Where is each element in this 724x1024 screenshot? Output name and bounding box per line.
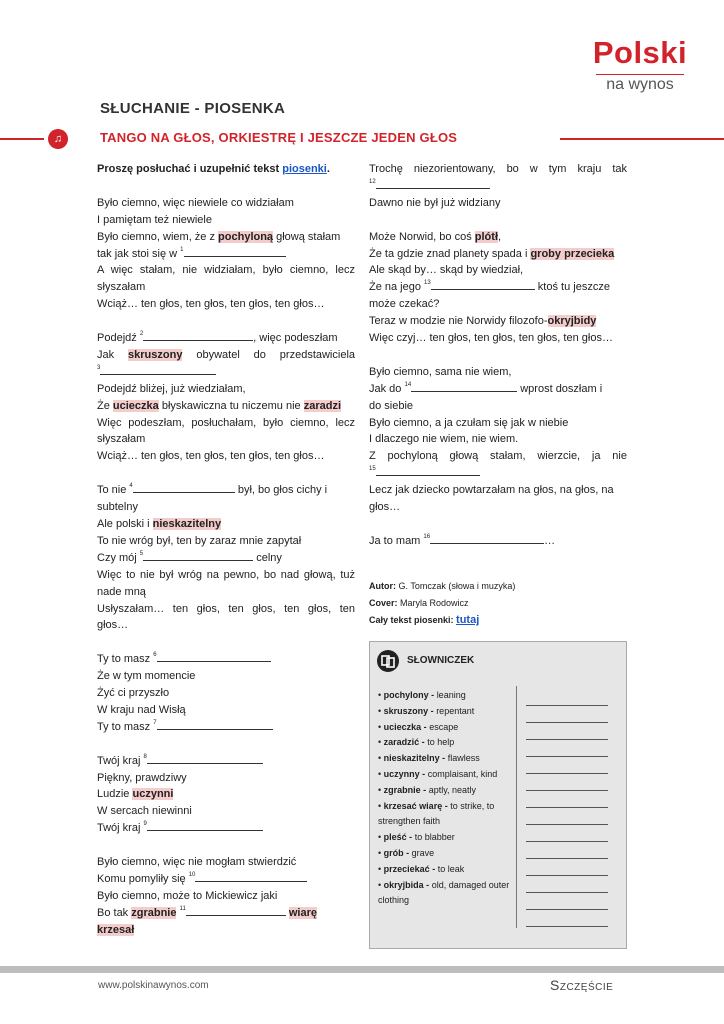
lyric-line: nade mną [97,585,146,598]
glossary-item: • ucieczka - escape [378,721,459,732]
lyric-line: Wciąż… ten głos, ten głos, ten głos, ten głos… [97,450,325,463]
audio-icon: ♫ [48,129,68,149]
glossary-item: • przeciekać - to leak [378,863,465,874]
translation-blank[interactable] [526,825,608,842]
translation-blank[interactable] [526,893,608,910]
lyric-line: A więc stałam, nie widziałam, było ciemno, lecz [97,264,355,277]
lyric-line: Podejdź $^2$ , więc podeszłam [97,331,338,345]
translation-blank[interactable] [526,842,608,859]
fill-blank-1[interactable] [184,246,286,257]
glossary-item: • okryjbida - old, damaged outer clothing [378,879,510,906]
fill-blank-8[interactable] [147,753,263,764]
lyric-line: To nie $^4$ był, bo głos cichy i [97,483,328,497]
glossary-item: • uczynny - complaisant, kind [378,768,498,779]
fill-blank-6[interactable] [157,651,271,662]
glossary-item: • pochylony - leaning [378,690,466,700]
lyric-line: Więc podeszłam, posłuchałam, było ciemno, lecz [97,416,355,429]
translation-blank[interactable] [526,723,608,740]
logo-subtitle: na wynos [606,76,674,93]
glossary-list [378,688,514,909]
lyric-line: 12 [369,178,627,195]
fill-blank-12[interactable] [376,178,490,189]
translation-blank[interactable] [526,774,608,791]
vocab-highlight: nieskazitelny [152,517,222,530]
lyric-line: W sercach niewinni [97,805,192,818]
glossary-title: SŁOWNICZEK [407,655,475,666]
translation-blank[interactable] [526,876,608,893]
translation-blank[interactable] [526,859,608,876]
full-text-line: Cały tekst piosenki: tutaj [369,614,480,626]
vocab-highlight: okryjbidy [547,315,597,328]
fill-blank-14[interactable] [411,381,517,392]
glossary-item: • zaradzić - to help [378,737,455,748]
lyric-line: tak jak stoi się w $^1$ [97,246,355,263]
full-text-link[interactable]: tutaj [456,614,480,626]
lyric-line: To nie wróg był, ten by zaraz mnie zapytał [97,534,302,547]
vocab-highlight: krzesał [97,923,135,936]
translation-blank[interactable] [526,757,608,774]
lyric-line: słyszałam [97,433,146,446]
lyric-line: Komu pomyliły się $^{10}$ [97,871,355,888]
lyric-line: Że ucieczka błyskawiczna tu niczemu nie zaradzi [97,399,341,412]
lyric-line: może czekać? [369,298,440,311]
lyric-line: do siebie [369,399,414,412]
lyric-line: 15 [369,465,627,482]
glossary-box [369,641,627,949]
fill-blank-3[interactable] [100,364,216,375]
lyric-line: Podejdź bliżej, już wiedziałam, [97,382,246,395]
lyric-line: Czy mój $^5$ celny [97,550,282,564]
lyric-line: Ja to mam $^{16}$ … [369,533,556,547]
translation-blank[interactable] [526,791,608,808]
vocab-highlight: wiarę [288,906,317,919]
lyric-line: Ludzie uczynni [97,788,174,801]
lyric-line: Teraz w modzie nie Norwidy filozofo-okryjbidy [369,315,597,328]
lyric-line: Było ciemno, a ja czułam się jak w niebie [369,416,569,429]
lyric-line: Trochę niezorientowany, bo w tym kraju tak [369,163,627,175]
translation-blanks [526,689,608,927]
fill-blank-7[interactable] [157,719,273,730]
translation-blank[interactable] [526,808,608,825]
translation-blank[interactable] [526,706,608,723]
fill-blank-2[interactable] [143,330,253,341]
lyric-line: głos… [369,501,401,514]
section-rule-left [0,138,44,140]
lyric-line: Że na jego $^{13}$ ktoś tu jeszcze [369,280,610,294]
vocab-highlight: ucieczka [112,399,159,412]
author-line: Autor: G. Tomczak (słowa i muzyka) [369,581,516,591]
fill-blank-4[interactable] [133,482,235,493]
translation-blank[interactable] [526,910,608,927]
lyric-line: Piękny, prawdziwy [97,771,187,784]
vocab-highlight: zgrabnie [131,906,177,919]
vocab-highlight: plótł [474,230,498,243]
song-link[interactable]: piosenki [282,163,327,175]
glossary-item: • pleść - to blabber [378,832,455,843]
lyric-line: Bo tak zgrabnie $^{11}$ wiarę [97,905,317,919]
lyric-line: Było ciemno, więc niewiele co widziałam [97,196,294,209]
translation-blank[interactable] [526,689,608,706]
lyrics-right-column [369,161,627,550]
lyric-line: Dawno nie był już widziany [369,196,501,209]
logo-main-text: Polski [592,35,688,70]
lyric-line: Usłyszałam… ten głos, ten głos, ten głos, ten [97,602,355,615]
lyric-line: Było ciemno, wiem, że z pochyloną głową stałam [97,230,341,243]
lyric-line: Ale polski i nieskazitelny [97,517,222,530]
lyric-line: Ale skąd by… skąd by wiedział, [369,264,524,277]
vocab-highlight: zaradzi [303,399,341,412]
lyric-line: Było ciemno, może to Mickiewicz jaki [97,889,278,902]
fill-blank-13[interactable] [431,279,535,290]
fill-blank-15[interactable] [376,465,480,476]
glossary-icon [377,650,399,672]
lyrics-left-column [97,161,355,939]
fill-blank-11[interactable] [186,905,286,916]
footer-word: Szczęście [550,977,614,993]
lyric-line: subtelny [97,501,138,514]
lyric-line: Więc czyj… ten głos, ten głos, ten głos, ten głos… [369,332,613,345]
lyric-line: 3 [97,364,355,381]
logo [590,36,690,95]
lyric-line: Więc to nie był wróg na pewno, bo nad głową, tuż [97,568,355,581]
glossary-item: • krzesać wiarę - to strike, to strengthen faith [378,800,495,827]
lyric-line: I dlaczego nie wiem, nie wiem. [369,433,519,446]
lyric-line: głos… [97,619,129,632]
lyric-line: Wciąż… ten głos, ten głos, ten głos, ten głos… [97,298,325,311]
vocab-highlight: pochyloną [218,230,274,243]
lyric-line: Z pochyloną głową stałam, wierzcie, ja nie [369,450,627,463]
fill-blank-16[interactable] [430,533,544,544]
footer-bar [0,966,724,973]
fill-blank-9[interactable] [147,820,263,831]
lyric-line: Że w tym momencie [97,670,196,683]
lyric-line: Twój kraj $^8$ [97,753,355,770]
lyric-line: Ty to masz $^7$ [97,719,355,736]
lyric-line: Jak skruszony obywatel do przedstawiciela [97,348,356,361]
footer-url[interactable]: www.polskinawynos.com [98,980,209,991]
lyric-line: Może Norwid, bo coś plótł, [369,230,502,243]
glossary-item: • skruszony - repentant [378,705,475,716]
lyric-line: słyszałam [97,281,146,294]
lyric-line: Było ciemno, więc nie mogłam stwierdzić [97,856,297,869]
section-rule-right [560,138,724,140]
glossary-item: • grób - grave [378,847,435,858]
fill-blank-5[interactable] [143,550,253,561]
section-title: TANGO NA GŁOS, ORKIESTRĘ I JESZCZE JEDEN GŁOS [100,130,458,145]
lyric-line: Że ta gdzie znad planety spada i groby przecieka [369,247,615,260]
glossary-divider [516,686,517,928]
instruction: Proszę posłuchać i uzupełnić tekst piosenki. [97,163,330,175]
lyric-line [97,922,355,939]
lyric-line: Żyć ci przyszło [97,687,170,700]
glossary-item: • nieskazitelny - flawless [378,753,480,764]
vocab-highlight: uczynni [132,788,174,801]
glossary-item: • zgrabnie - aptly, neatly [378,784,477,795]
lyric-line: Ty to masz $^6$ [97,651,355,668]
page-title: SŁUCHANIE - PIOSENKA [100,100,286,117]
vocab-highlight: groby przecieka [530,247,615,260]
song-credits [369,578,515,629]
vocab-highlight: skruszony [128,348,183,361]
section-header [0,129,724,149]
translation-blank[interactable] [526,740,608,757]
lyric-line: W kraju nad Wisłą [97,703,186,716]
fill-blank-10[interactable] [195,871,307,882]
lyric-line: Lecz jak dziecko powtarzałam na głos, na głos, na [369,484,614,497]
lyric-line: I pamiętam też niewiele [97,213,212,226]
lyric-line: Było ciemno, sama nie wiem, [369,365,512,378]
cover-line: Cover: Maryla Rodowicz [369,598,469,608]
lyric-line: Jak do $^{14}$ wprost doszłam i [369,381,603,395]
lyric-line: Twój kraj $^9$ [97,820,355,837]
